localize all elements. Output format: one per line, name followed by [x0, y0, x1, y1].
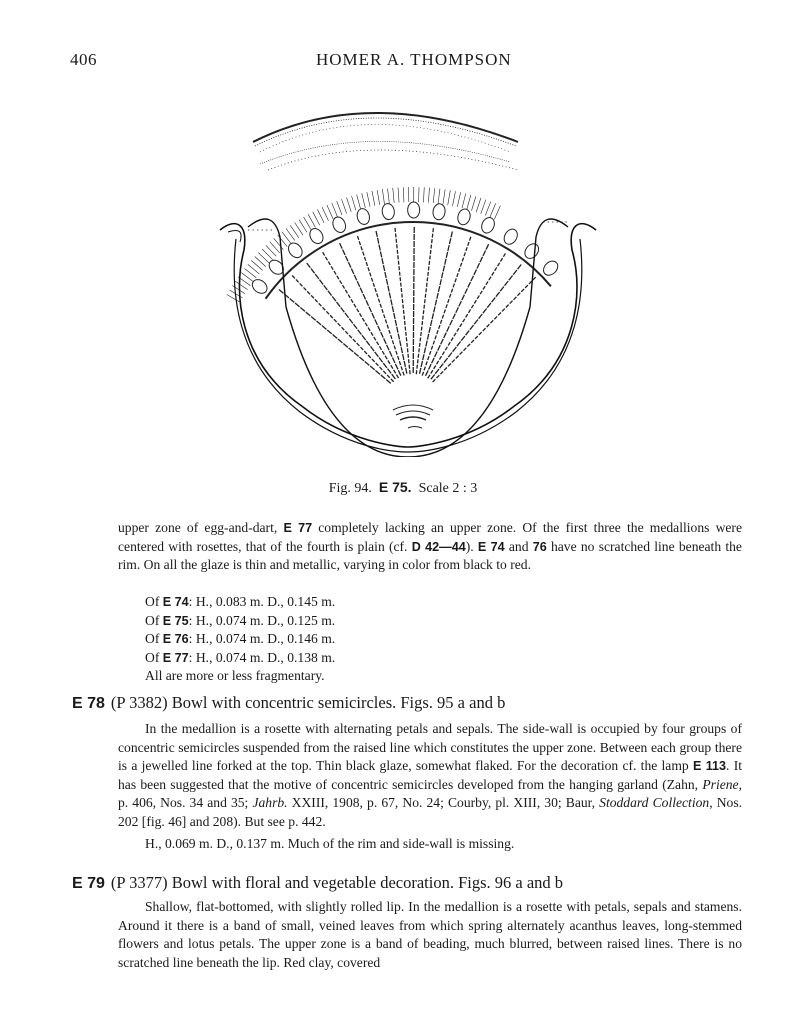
running-head: HOMER A. THOMPSON [316, 50, 512, 69]
fragmentary-note: All are more or less fragmentary. [145, 668, 325, 684]
bowl-profile-figure [218, 92, 598, 457]
entry-heading-e79: E 79 (P 3377) Bowl with floral and vegetable decoration. Figs. 96 a and b [72, 873, 564, 892]
continuation-paragraph: upper zone of egg-and-dart, E 77 completely lacking an upper zone. Of the first three the medallions were centered with rosettes, that of the fourth is plain (cf. D 42—44). E 74 and 76 have no scratched line beneath the rim. On all the glaze is thin and metallic, varying in color from black to red. [118, 520, 742, 573]
caption-scale: Scale 2 : 3 [418, 481, 478, 496]
measurement-line: Of E 77: H., 0.074 m. D., 0.138 m. [145, 649, 336, 665]
caption-label: E 75. [378, 479, 412, 495]
ray-hatching [227, 187, 501, 302]
egg-and-dart-band [250, 202, 561, 299]
entry-dims-e78: H., 0.069 m. D., 0.137 m. Much of the rim and side-wall is missing. [145, 835, 515, 851]
measurement-line: Of E 74: H., 0.083 m. D., 0.145 m. [145, 594, 336, 609]
entry-heading-e78: E 78 (P 3382) Bowl with concentric semicircles. Figs. 95 a and b [72, 693, 506, 712]
measurement-line: Of E 75: H., 0.074 m. D., 0.125 m. [145, 612, 336, 628]
measurement-line: Of E 76: H., 0.074 m. D., 0.146 m. [145, 631, 336, 647]
page-number: 406 [70, 50, 97, 69]
caption-fig: Fig. 94. [328, 481, 372, 496]
entry-body-e79: Shallow, flat-bottomed, with slightly rolled lip. In the medallion is a rosette with petals, sepals and stamens. Around it there is a band of small, veined leaves from which spring alternately acanthus leaves, long-stemmed flowers and lotus petals. The upper zone is a band of beading, much blurred, between raised lines. There is no scratched line beneath the lip. Red clay, covered [118, 899, 742, 970]
rim-dotted-lines [248, 222, 570, 230]
bowl-wall [220, 219, 596, 457]
figure-caption [0, 479, 806, 497]
rim-arc-lines [253, 113, 518, 170]
medallion [393, 405, 433, 428]
measurements-list [145, 593, 335, 686]
entry-body-e78: In the medallion is a rosette with alternating petals and sepals. The side-wall is occupied by four groups of concentric semicircles suspended from the raised line which constitutes the upper zone. Between each group there is a jewelled line forked at the top. Thin black glaze, somewhat flaked. For the decoration cf. the lamp E 113. It has been suggested that the motive of concentric semicircles developed from the hanging garland (Zahn, Priene, p. 406, Nos. 34 and 35; Jahrb. XXIII, 1908, p. 67, No. 24; Courby, pl. XIII, 30; Baur, Stoddard Collection, Nos. 202 [fig. 46] and 208). But see p. 442. H., 0.069 m. D., 0.137 m. Much of the rim and side-wall is missing. [118, 720, 742, 853]
